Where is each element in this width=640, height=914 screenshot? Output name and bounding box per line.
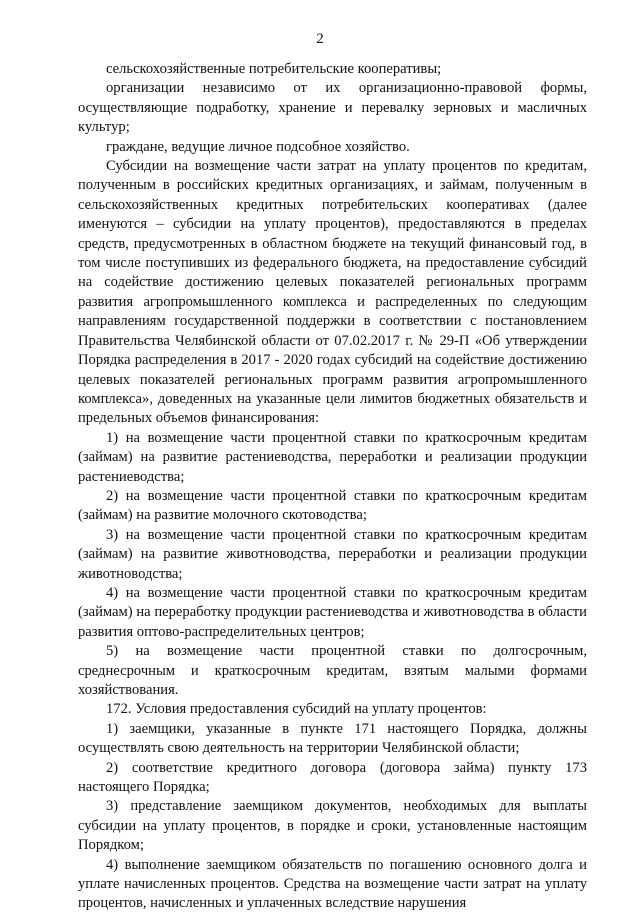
document-body xyxy=(78,60,587,914)
condition-item-3: 3) представление заемщиком документов, необходимых для выплаты субсидии на уплату процентов, в порядке и сроки, установленные настоящим Порядком; xyxy=(78,798,587,854)
list-item-1: 1) на возмещение части процентной ставки по краткосрочным кредитам (займам) на развитие растениеводства, переработки и реализации продукции растениеводства; xyxy=(78,429,587,485)
list-item-3: 3) на возмещение части процентной ставки по краткосрочным кредитам (займам) на развитие животноводства, переработки и реализации продукции животноводства; xyxy=(78,526,587,582)
paragraph-cooperatives: сельскохозяйственные потребительские кооперативы; xyxy=(106,61,442,77)
paragraph-subsidies-description: Субсидии на возмещение части затрат на уплату процентов по кредитам, полученным в российских кредитных организациях, и займам, полученным в сельскохозяйственных кредитных потребительских кооперативах (далее именуются – субсидии на уплату процентов), предоставляются в пределах средств, предусмотренных в областном бюджете на текущий финансовый год, в том числе поступивших из федерального бюджета, на предоставление субсидий на содействие достижению целевых показателей региональных программ развития агропромышленного комплекса и распределенных по следующим направлениям государственной поддержки в соответствии с постановлением Правительства Челябинской области от 07.02.2017 г. № 29-П «Об утверждении Порядка распределения в 2017 - 2020 годах субсидий на содействие достижению целевых показателей региональных программ развития агропромышленного комплекса», доведенных на указанные цели лимитов бюджетных обязательств и предельных объемов финансирования: xyxy=(78,158,587,427)
page-number: 2 xyxy=(316,31,324,47)
condition-item-2: 2) соответствие кредитного договора (договора займа) пункту 173 настоящего Порядка; xyxy=(78,759,587,796)
list-item-4: 4) на возмещение части процентной ставки по краткосрочным кредитам (займам) на переработку продукции растениеводства и животноводства в области развития оптово-распределительных центров; xyxy=(78,584,587,640)
condition-item-1: 1) заемщики, указанные в пункте 171 настоящего Порядка, должны осуществлять свою деятельность на территории Челябинской области; xyxy=(78,720,587,757)
list-item-5: 5) на возмещение части процентной ставки по долгосрочным, среднесрочным и краткосрочным кредитам, взятым малыми формами хозяйствования. xyxy=(78,643,587,698)
paragraph-citizens: граждане, ведущие личное подсобное хозяйство. xyxy=(106,138,410,155)
condition-item-4: 4) выполнение заемщиком обязательств по погашению основного долга и уплате начисленных процентов. Средства на возмещение части затрат на уплату процентов, начисленных и уплаченных вследствие нарушения xyxy=(78,856,587,912)
section-172-heading: 172. Условия предоставления субсидий на уплату процентов: xyxy=(106,701,487,718)
list-item-2: 2) на возмещение части процентной ставки по краткосрочным кредитам (займам) на развитие молочного скотоводства; xyxy=(78,487,587,524)
paragraph-organizations: организации независимо от их организационно-правовой формы, осуществляющие подработку, хранение и перевалку зерновых и масличных культур; xyxy=(78,80,587,136)
